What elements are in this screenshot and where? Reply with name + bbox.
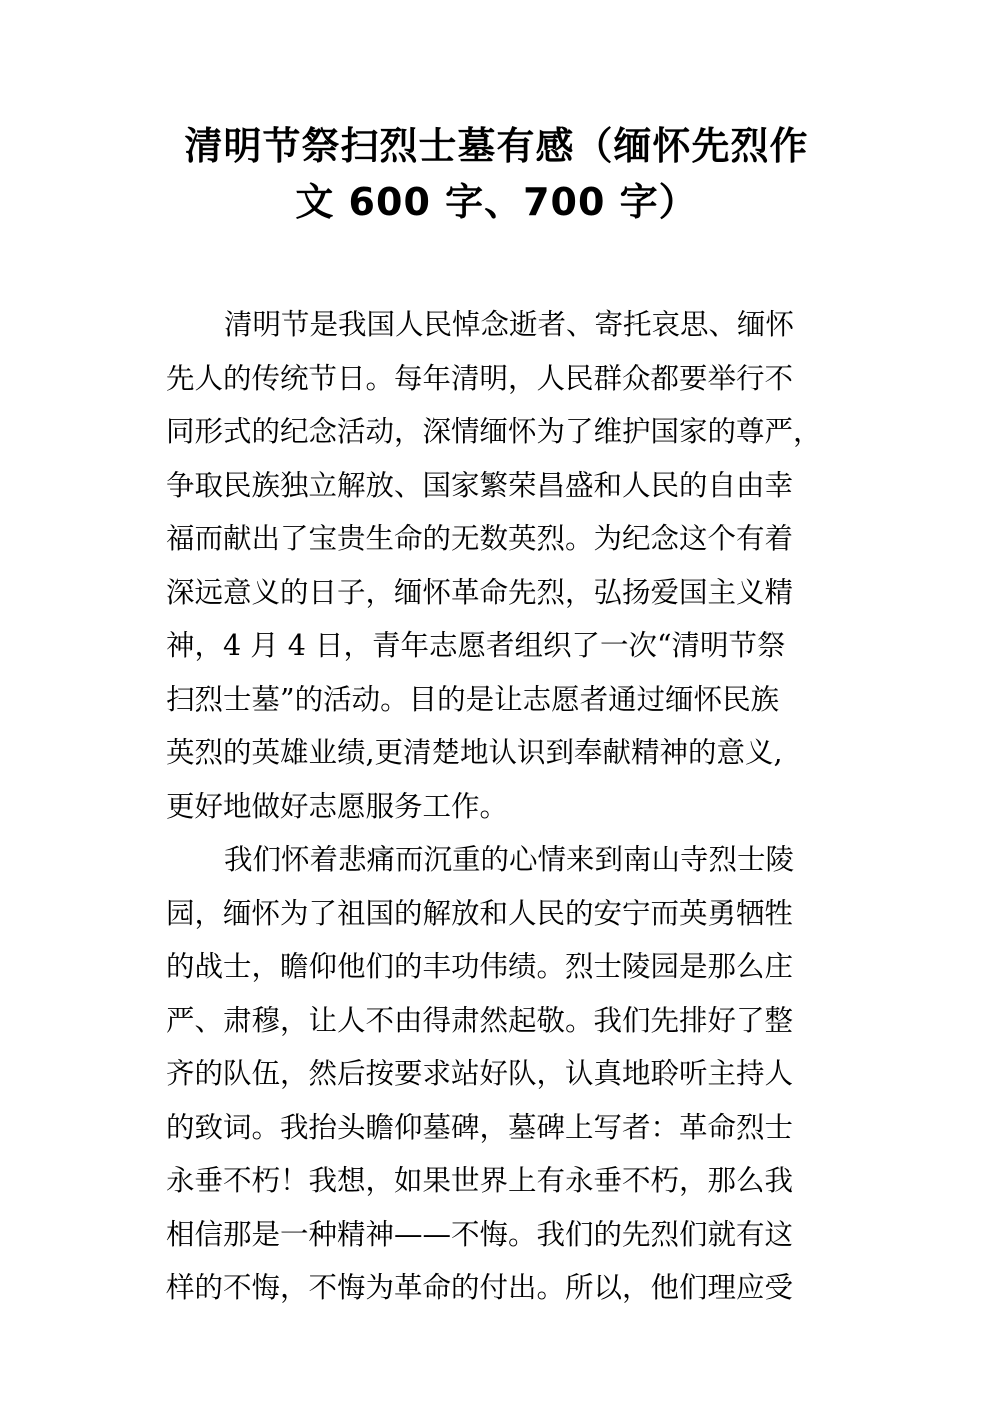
text-line: 的致词。我抬头瞻仰墓碑，墓碑上写者：革命烈士 <box>166 1110 794 1144</box>
text-line: 深远意义的日子，缅怀革命先烈，弘扬爱国主义精 <box>166 575 794 609</box>
text-line: 严、肃穆，让人不由得肃然起敬。我们先排好了整 <box>166 1003 794 1037</box>
text-line: 我们怀着悲痛而沉重的心情来到南山寺烈士陵 <box>224 843 795 876</box>
text-line: 样的不悔，不悔为革命的付出。所以，他们理应受 <box>166 1271 794 1304</box>
text-line: 英烈的英雄业绩,更清楚地认识到奉献精神的意义, <box>166 736 783 769</box>
title-line: 清明节祭扫烈士墓有感（缅怀先烈作 <box>184 124 809 168</box>
text-line: 清明节是我国人民悼念逝者、寄托哀思、缅怀 <box>224 308 795 341</box>
text-line: 相信那是一种精神——不悔。我们的先烈们就有这 <box>166 1217 794 1251</box>
text-line: 园，缅怀为了祖国的解放和人民的安宁而英勇牺牲 <box>166 896 794 930</box>
document-body <box>166 298 846 1315</box>
text-line: 永垂不朽！我想，如果世界上有永垂不朽，那么我 <box>166 1164 794 1197</box>
paragraph-2 <box>166 833 846 1315</box>
title-line: 文 600 字、700 字） <box>295 180 698 224</box>
text-line: 同形式的纪念活动，深情缅怀为了维护国家的尊严， <box>166 415 822 448</box>
text-line: 更好地做好志愿服务工作。 <box>166 789 509 823</box>
text-line: 的战士，瞻仰他们的丰功伟绩。烈士陵园是那么庄 <box>166 950 794 983</box>
paragraph-1 <box>166 298 846 833</box>
text-line: 先人的传统节日。每年清明，人民群众都要举行不 <box>166 361 794 395</box>
text-line: 扫烈士墓”的活动。目的是让志愿者通过缅怀民族 <box>166 682 780 716</box>
document-title <box>0 118 993 230</box>
text-line: 齐的队伍，然后按要求站好队，认真地聆听主持人 <box>166 1057 794 1090</box>
text-line: 福而献出了宝贵生命的无数英烈。为纪念这个有着 <box>166 522 794 555</box>
text-line: 神，4 月 4 日，青年志愿者组织了一次“清明节祭 <box>166 629 786 662</box>
text-line: 争取民族独立解放、国家繁荣昌盛和人民的自由幸 <box>166 468 794 502</box>
